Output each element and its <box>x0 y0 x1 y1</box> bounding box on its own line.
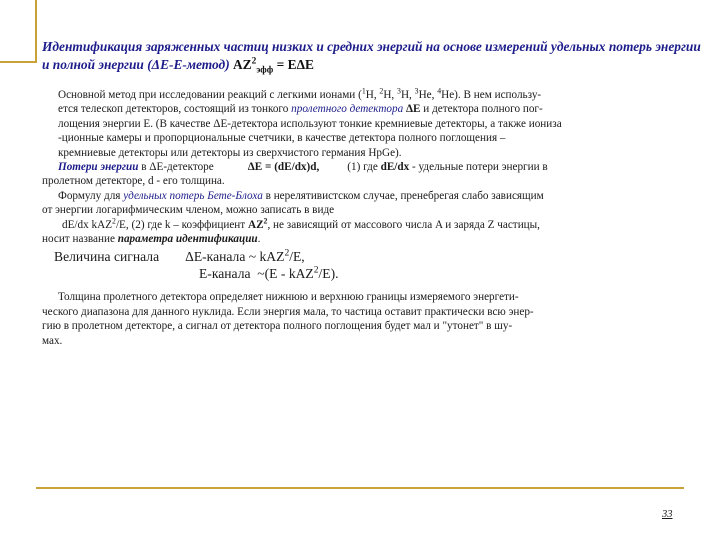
corner-vertical-rule <box>35 0 37 63</box>
term-identification-parameter: параметра идентификации <box>117 233 258 246</box>
term-bethe-bloch: удельных потерь Бете-Блоха <box>123 189 263 202</box>
signal-de-channel: ΔE-канала ~ kAZ$^2$/E, <box>185 248 305 265</box>
slide-title <box>42 38 702 74</box>
signal-block <box>42 248 702 282</box>
term-pass-detector: пролетного детектора <box>291 103 404 116</box>
paragraph-bethe-bloch: Формулу для удельных потерь Бете-Блоха в нерелятивистском случае, пренебрегая слабо зависящим от энергии логарифмическим членом, можно записать в виде dE/dx kAZ$^2$/E, (2) где k – коэффициент $AZ^2$, не зависящий от массового числа A и заряда Z частицы, носит название параметра идентификации. <box>42 189 544 246</box>
paragraph-energy-loss: Потери энергии в ΔE-детекторе ΔE = (dE/dx)d, (1) где dE/dx - удельные потери энергии в пролетном детекторе, d - его толщина. <box>42 161 548 188</box>
slide-body <box>42 88 702 348</box>
formula-2: dE/dx kAZ$^2$/E, <box>62 215 129 231</box>
paragraph-method: Основной метод при исследовании реакций с легкими ионами ($^1$H, $^2$H, $^3$H, $^3$He, $^4$He). В нем использу- ется телескоп детекторов, состоящий из тонкого пролетного детектора ΔE и детектора полного пог- лощения энергии E. (В качестве ΔE-детектора используют тонкие кремниевые детекторы, а также иониза -ционные камеры и пропорциональные счетчики, в качестве детектора полного поглощения – кремниевые детекторы или детекторы из сверхчистого германия HpGe). <box>58 86 562 159</box>
formula-1: ΔE = (dE/dx)d, <box>247 161 320 174</box>
signal-label: Величина сигнала <box>54 249 160 265</box>
paragraph-thickness: Толщина пролетного детектора определяет нижнюю и верхнюю границы измеряемого энергети- ческого диапазона для данного нуклида. Если энергия мала, то частица оставит практически всю энер- гию в пролетном детекторе, а сигнал от детектора полного поглощения будет мал и "утонет" в шу- мах. <box>42 291 534 347</box>
title-formula: $AZ^2_{эфф} = E\Delta E$ <box>233 56 314 76</box>
term-energy-loss: Потери энергии <box>58 161 139 174</box>
footer-rule <box>36 487 684 489</box>
page-number: 33 <box>662 509 673 520</box>
corner-horizontal-rule <box>0 61 37 63</box>
title-text: Идентификация заряженных частиц низких и средних энергий на основе измерений удельных потерь энергии и полной энергии (ΔE-E-метод) <box>42 39 701 72</box>
signal-e-channel: E-канала ~(E - kAZ$^2$/E). <box>199 265 339 282</box>
